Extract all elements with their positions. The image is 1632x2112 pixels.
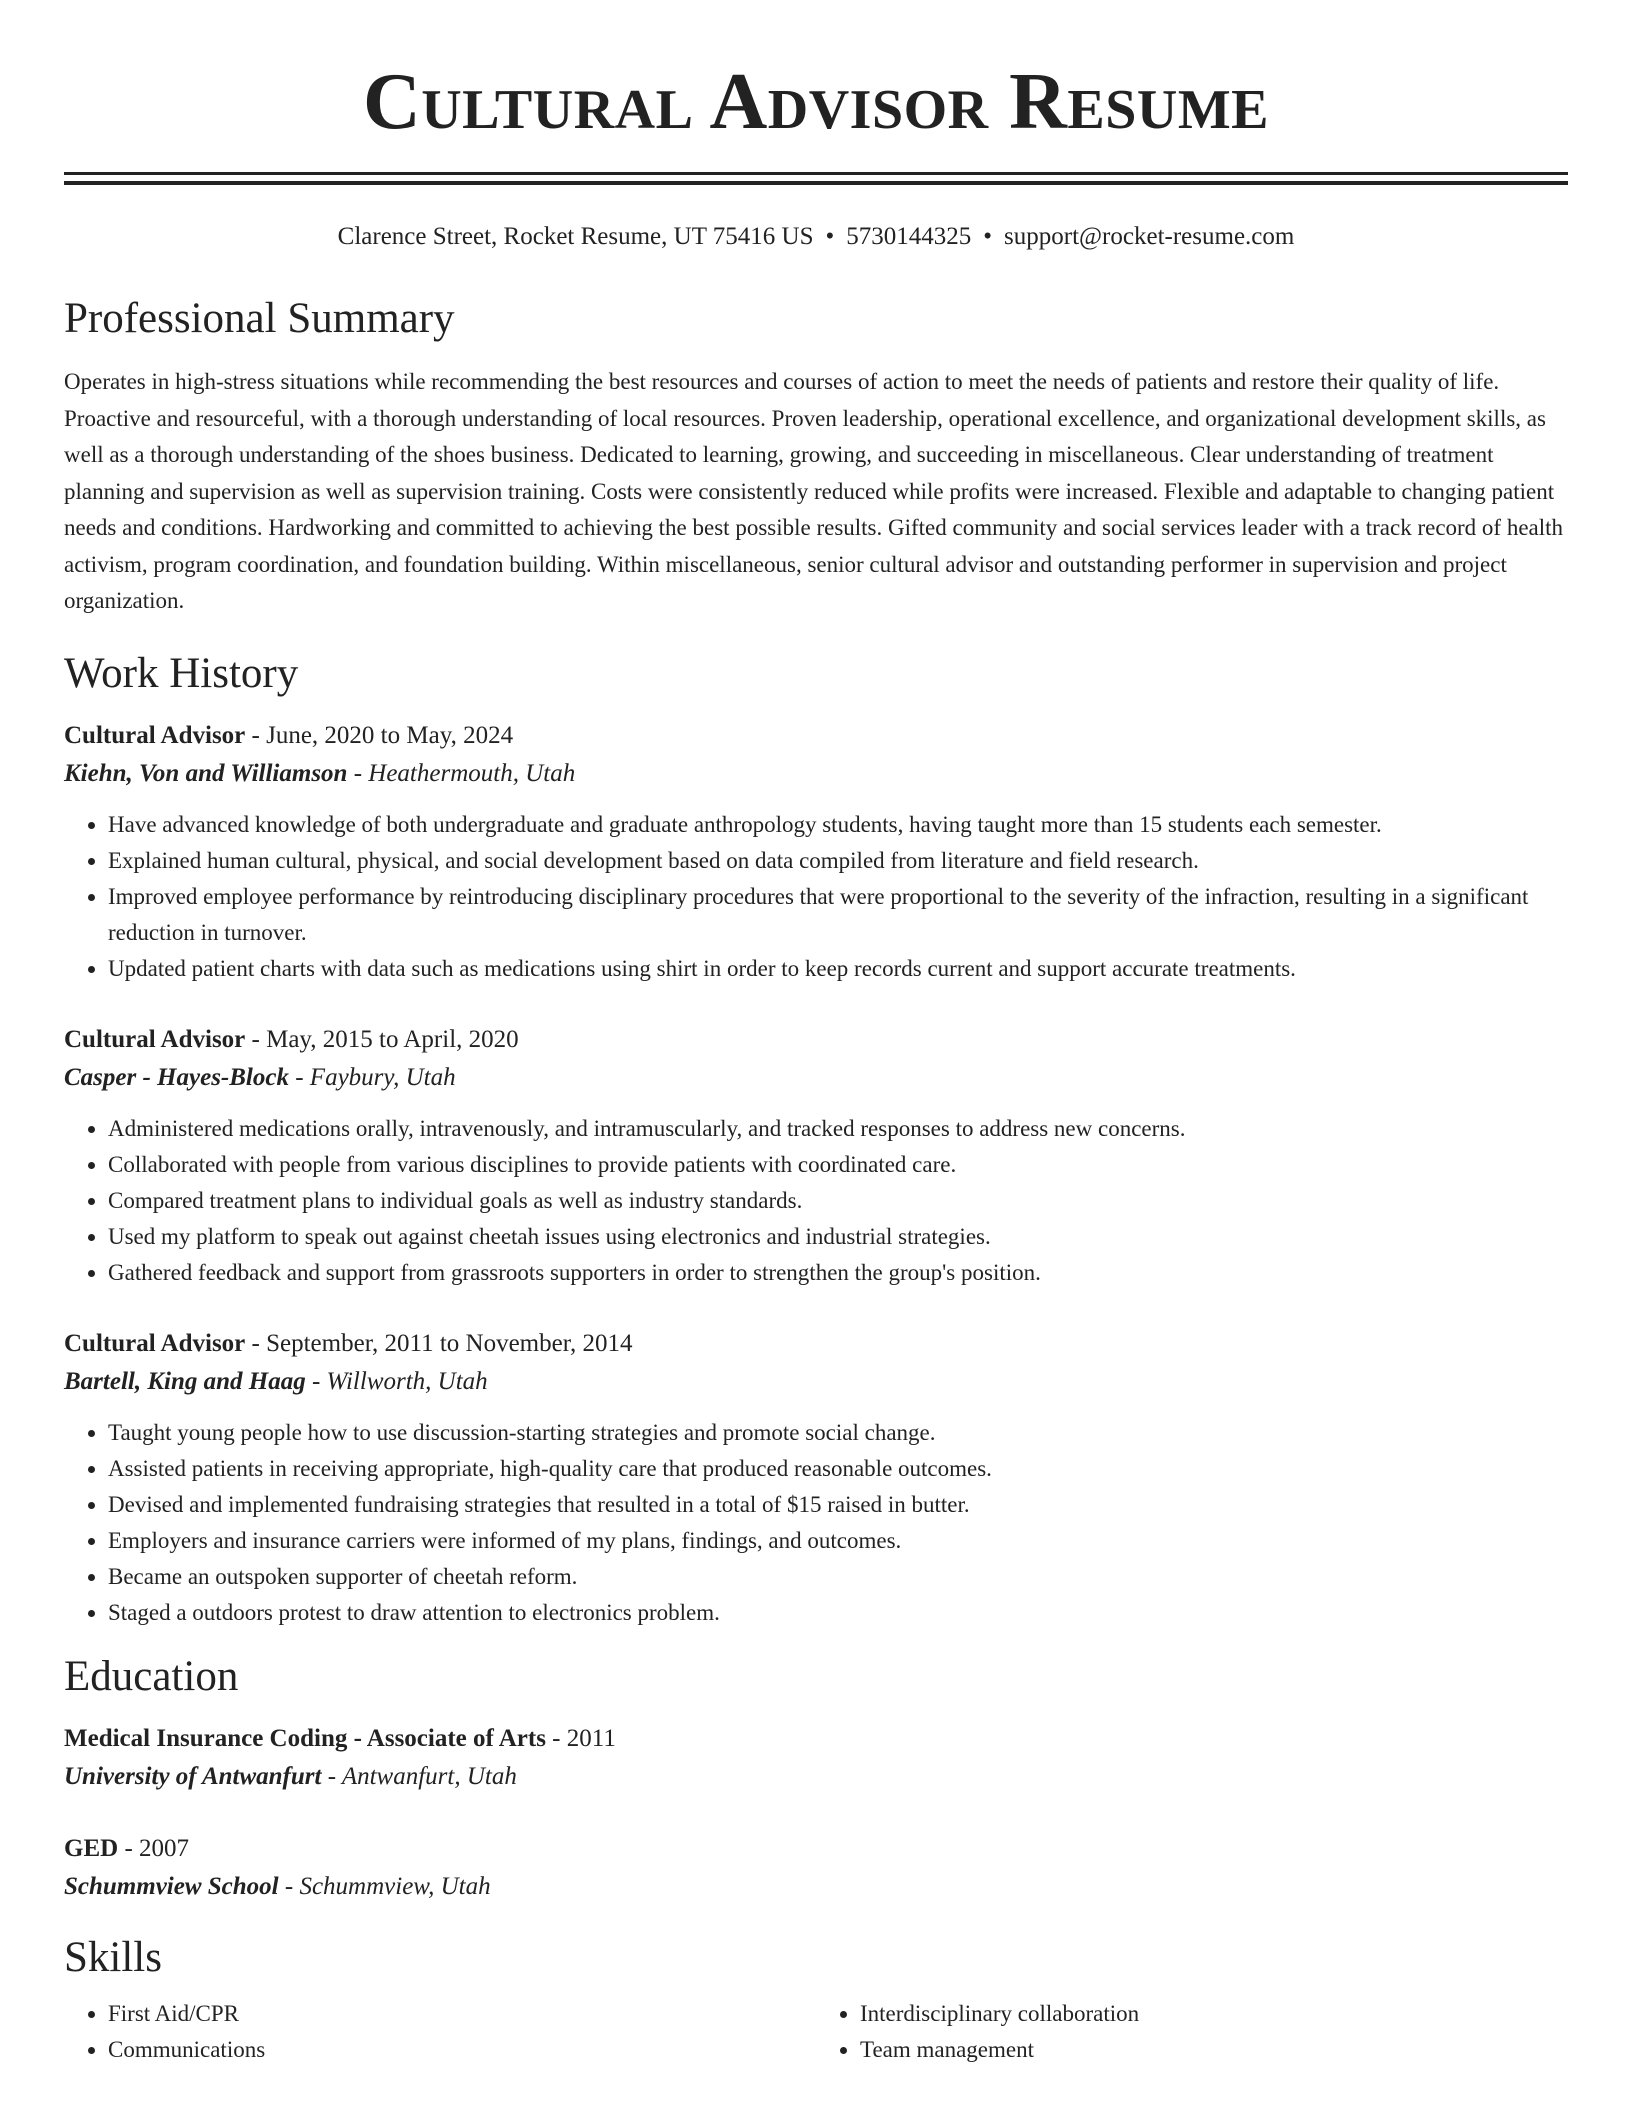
job-bullet: • Devised and implemented fundraising strategies that resulted in a total of $15 raised in butter. bbox=[108, 1487, 1568, 1523]
education-location: - Antwanfurt, Utah bbox=[321, 1763, 517, 1791]
job-bullets bbox=[64, 1111, 1568, 1291]
skill-item: • Interdisciplinary collaboration bbox=[860, 1996, 1568, 2032]
education-heading: Education bbox=[64, 1653, 239, 1701]
job-entry bbox=[64, 1325, 1568, 1631]
job-location: - Willworth, Utah bbox=[305, 1368, 488, 1396]
job-dates: - June, 2020 to May, 2024 bbox=[245, 722, 514, 750]
summary-text: Operates in high-stress situations while recommending the best resources and courses of action to meet the needs of patients and restore their quality of life. Proactive and resourceful, with a thorough understanding of local resources. Proven leadership, operational excellence, and organizational development skills, as well as a thorough understanding of the shoes business. Dedicated to learning, growing, and succeeding in miscellaneous. Clear understanding of treatment planning and supervision as well as supervision training. Costs were consistently reduced while profits were increased. Flexible and adaptable to changing patient needs and conditions. Hardworking and committed to achieving the best possible results. Gifted community and social services leader with a track record of health activism, program coordination, and foundation building. Within miscellaneous, senior cultural advisor and outstanding performer in supervision and project organization. bbox=[64, 369, 1564, 614]
summary-heading: Professional Summary bbox=[64, 295, 455, 342]
skill-item: • First Aid/CPR bbox=[108, 1996, 816, 2032]
job-title-line bbox=[64, 717, 1568, 755]
work-history-heading: Work History bbox=[64, 649, 299, 697]
title-divider-bottom bbox=[64, 181, 1568, 185]
work-history-section bbox=[64, 650, 1568, 1631]
job-dates: - May, 2015 to April, 2020 bbox=[245, 1026, 519, 1054]
job-bullets bbox=[64, 807, 1568, 987]
education-degree: Medical Insurance Coding - Associate of Arts bbox=[64, 1725, 546, 1753]
skill-item: • Communications bbox=[108, 2032, 816, 2068]
education-degree-line bbox=[64, 1720, 1568, 1758]
education-school-line bbox=[64, 1868, 1568, 1906]
education-section bbox=[64, 1653, 1568, 1906]
job-entry bbox=[64, 717, 1568, 987]
job-bullet: • Collaborated with people from various disciplines to provide patients with coordinated care. bbox=[108, 1147, 1568, 1183]
job-bullet: • Used my platform to speak out against cheetah issues using electronics and industrial strategies. bbox=[108, 1219, 1568, 1255]
skills-column-right bbox=[816, 1996, 1568, 2068]
job-company: Casper - Hayes-Block bbox=[64, 1064, 289, 1092]
job-company: Kiehn, Von and Williamson bbox=[64, 760, 348, 788]
education-entry bbox=[64, 1830, 1568, 1906]
job-title-line bbox=[64, 1325, 1568, 1363]
job-bullet: • Staged a outdoors protest to draw attention to electronics problem. bbox=[108, 1595, 1568, 1631]
job-dates: - September, 2011 to November, 2014 bbox=[245, 1330, 633, 1358]
job-title-line bbox=[64, 1021, 1568, 1059]
resume-title: Cultural Advisor Resume bbox=[362, 58, 1270, 146]
summary-section bbox=[64, 295, 1568, 620]
education-entry bbox=[64, 1720, 1568, 1796]
contact-email: support@rocket-resume.com bbox=[1004, 223, 1295, 250]
skills-section bbox=[64, 1934, 1568, 2067]
education-school: University of Antwanfurt bbox=[64, 1763, 322, 1791]
skills-column-left bbox=[64, 1996, 816, 2068]
contact-separator: • bbox=[983, 223, 993, 250]
education-location: - Schummview, Utah bbox=[278, 1873, 491, 1901]
job-company: Bartell, King and Haag bbox=[64, 1368, 306, 1396]
job-bullet: • Became an outspoken supporter of cheetah reform. bbox=[108, 1559, 1568, 1595]
job-company-line bbox=[64, 1363, 1568, 1401]
contact-separator: • bbox=[825, 223, 835, 250]
job-title: Cultural Advisor bbox=[64, 1026, 246, 1054]
education-school-line bbox=[64, 1758, 1568, 1796]
job-bullet: • Gathered feedback and support from grassroots supporters in order to strengthen the group's position. bbox=[108, 1255, 1568, 1291]
skills-columns bbox=[64, 1996, 1568, 2068]
title-divider-top bbox=[64, 172, 1568, 175]
job-bullet: • Compared treatment plans to individual goals as well as industry standards. bbox=[108, 1183, 1568, 1219]
job-bullet: • Updated patient charts with data such as medications using shirt in order to keep records current and support accurate treatments. bbox=[108, 951, 1568, 987]
job-title: Cultural Advisor bbox=[64, 1330, 246, 1358]
job-bullet: • Improved employee performance by reintroducing disciplinary procedures that were proportional to the severity of the infraction, resulting in a significant reduction in turnover. bbox=[108, 879, 1568, 951]
job-location: - Faybury, Utah bbox=[288, 1064, 456, 1092]
job-company-line bbox=[64, 1059, 1568, 1097]
contact-line bbox=[64, 221, 1568, 253]
job-entry bbox=[64, 1021, 1568, 1291]
job-bullet: • Employers and insurance carriers were informed of my plans, findings, and outcomes. bbox=[108, 1523, 1568, 1559]
job-location: - Heathermouth, Utah bbox=[347, 760, 576, 788]
job-bullets bbox=[64, 1415, 1568, 1631]
education-school: Schummview School bbox=[64, 1873, 279, 1901]
skill-item: • Team management bbox=[860, 2032, 1568, 2068]
education-degree: GED bbox=[64, 1835, 119, 1863]
skills-heading: Skills bbox=[64, 1934, 162, 1982]
job-company-line bbox=[64, 755, 1568, 793]
job-bullet: • Have advanced knowledge of both undergraduate and graduate anthropology students, having taught more than 15 students each semester. bbox=[108, 807, 1568, 843]
education-year: - 2011 bbox=[545, 1725, 616, 1753]
education-year: - 2007 bbox=[118, 1835, 190, 1863]
education-degree-line bbox=[64, 1830, 1568, 1868]
job-bullet: • Assisted patients in receiving appropriate, high-quality care that produced reasonable outcomes. bbox=[108, 1451, 1568, 1487]
contact-address: Clarence Street, Rocket Resume, UT 75416 US bbox=[337, 223, 814, 250]
contact-phone: 5730144325 bbox=[846, 223, 972, 250]
job-bullet: • Explained human cultural, physical, and social development based on data compiled from literature and field research. bbox=[108, 843, 1568, 879]
job-bullet: • Administered medications orally, intravenously, and intramuscularly, and tracked responses to address new concerns. bbox=[108, 1111, 1568, 1147]
job-title: Cultural Advisor bbox=[64, 722, 246, 750]
job-bullet: • Taught young people how to use discussion-starting strategies and promote social change. bbox=[108, 1415, 1568, 1451]
